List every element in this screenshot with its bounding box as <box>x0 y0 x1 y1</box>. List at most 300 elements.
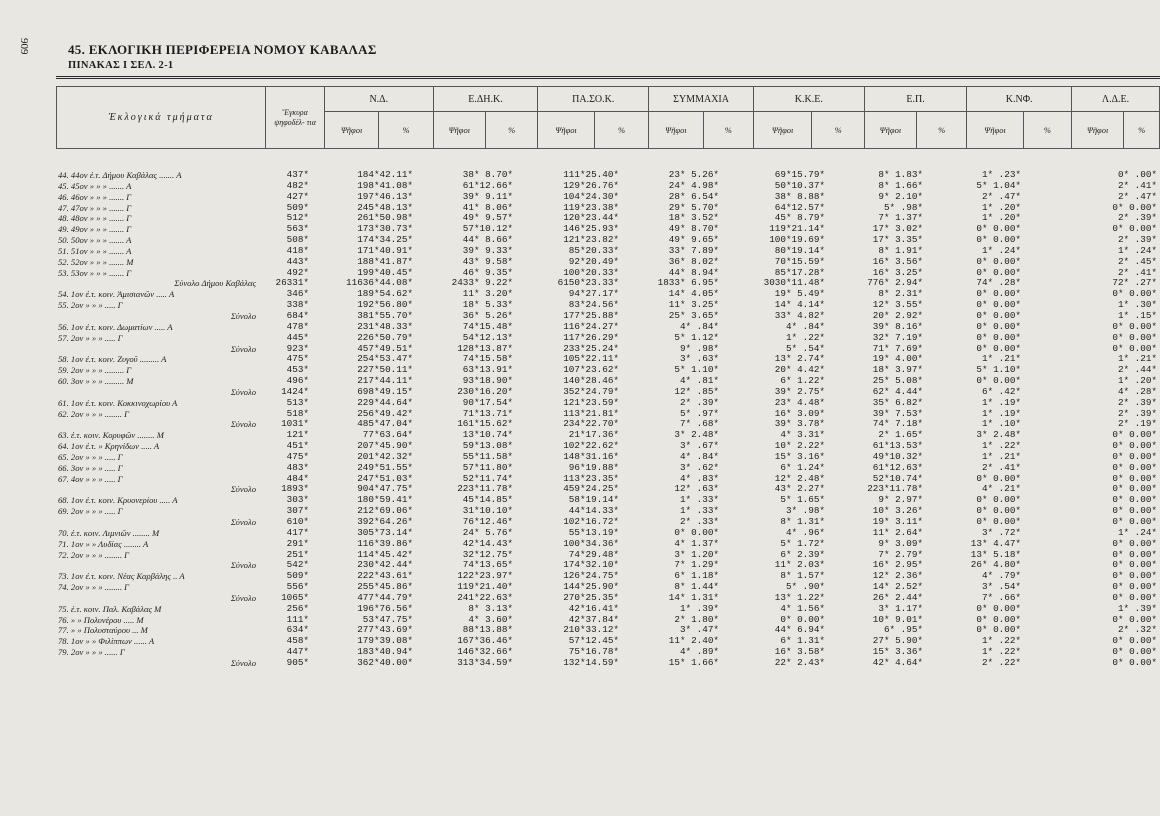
kke-votes-cell: 50*10.37* <box>774 180 825 191</box>
valid-votes-cell: 518* <box>286 408 309 419</box>
nd-votes-cell: 222*43.61* <box>357 571 413 582</box>
valid-votes-cell: 478* <box>286 321 309 332</box>
lde-votes-cell: 2* .19* <box>1117 419 1157 430</box>
pasok-votes-cell: 42*37.84* <box>568 614 619 625</box>
lde-votes-cell: 0* 0.00* <box>1112 506 1157 517</box>
pasok-votes-cell: 74*29.48* <box>568 549 619 560</box>
ep-votes-cell: 9* 2.10* <box>878 191 923 202</box>
nd-votes-cell: 179*39.08* <box>357 636 413 647</box>
pasok-votes-cell: 111*25.40* <box>563 170 619 180</box>
nd-votes-cell: 171*40.91* <box>357 245 413 256</box>
knf-votes-cell: 5* 1.10* <box>976 365 1021 376</box>
edik-votes-cell: 42*14.43* <box>462 538 513 549</box>
pasok-votes-cell: 148*31.16* <box>563 451 619 462</box>
pasok-votes-cell: 104*24.30* <box>563 191 619 202</box>
knf-votes-cell: 0* 0.00* <box>976 310 1021 321</box>
ep-votes-cell: 7* 1.37* <box>878 213 923 224</box>
symmachia-votes-cell: 23* 5.26* <box>668 170 719 180</box>
pasok-votes-cell: 117*26.29* <box>563 332 619 343</box>
pasok-votes-cell: 210*33.12* <box>563 625 619 636</box>
valid-votes-cell: 482* <box>286 180 309 191</box>
total-row <box>56 560 1160 571</box>
lde-votes-cell: 0* 0.00* <box>1112 430 1157 441</box>
edik-votes-cell: 13*10.74* <box>462 430 513 441</box>
nd-votes-cell: 698*49.15* <box>357 386 413 397</box>
section-name-cell: 78. 1ον » » Φιλίππων ...... Α <box>58 636 155 647</box>
edik-votes-cell: 61*12.66* <box>462 180 513 191</box>
nd-votes-cell: 230*42.44* <box>357 560 413 571</box>
pasok-votes-cell: 107*23.62* <box>563 365 619 376</box>
edik-votes-cell: 313*34.59* <box>457 657 513 668</box>
section-name-cell: 54. 1ον ἐ.τ. κοιν. Ἀμισιανῶν ..... Α <box>58 289 175 300</box>
ep-votes-cell: 18* 3.97* <box>872 365 923 376</box>
ep-votes-cell: 9* 3.09* <box>878 538 923 549</box>
valid-votes-cell: 563* <box>286 224 309 235</box>
section-name-cell: Σύνολο <box>230 592 256 603</box>
total-row <box>56 419 1160 430</box>
pasok-votes-cell: 113*23.35* <box>563 473 619 484</box>
knf-votes-cell: 1* .22* <box>981 636 1021 647</box>
kke-votes-cell: 1* .22* <box>785 332 825 343</box>
header-rule-second <box>56 78 1160 79</box>
lde-votes-cell: 0* 0.00* <box>1112 549 1157 560</box>
table-row <box>56 625 1160 636</box>
knf-votes-cell: 13* 5.18* <box>970 549 1021 560</box>
votes-subheader: Ψῆφοι <box>538 112 595 149</box>
lde-votes-cell: 0* 0.00* <box>1112 441 1157 452</box>
pasok-votes-cell: 57*12.45* <box>568 636 619 647</box>
table-row <box>56 474 1160 485</box>
edik-votes-cell: 8* 3.13* <box>468 603 513 614</box>
pasok-votes-cell: 58*19.14* <box>568 495 619 506</box>
table-row <box>56 354 1160 365</box>
edik-votes-cell: 46* 9.35* <box>462 267 513 278</box>
section-name-cell: Σύνολο <box>230 484 256 495</box>
symmachia-votes-cell: 12* .63* <box>674 484 719 495</box>
edik-votes-cell: 2433* 9.22* <box>451 278 513 289</box>
ep-votes-cell: 17* 3.35* <box>872 235 923 246</box>
table-row <box>56 463 1160 474</box>
valid-votes-cell: 307* <box>286 506 309 517</box>
section-name-cell: 51. 51ον » » » ....... Α <box>58 245 132 256</box>
table-row <box>56 495 1160 506</box>
knf-votes-cell: 2* .41* <box>981 462 1021 473</box>
column-header-table <box>56 86 1160 149</box>
valid-votes-cell: 427* <box>286 191 309 202</box>
knf-votes-cell: 4* .21* <box>981 484 1021 495</box>
votes-subheader: Ψῆφοι <box>649 112 703 149</box>
section-name-cell: 69. 2ον » » » ..... Γ <box>58 506 123 517</box>
symmachia-votes-cell: 2* 1.80* <box>674 614 719 625</box>
section-name-cell: 47. 47ον » » » ....... Γ <box>58 202 132 213</box>
valid-votes-cell: 492* <box>286 267 309 278</box>
edik-votes-cell: 76*12.46* <box>462 517 513 527</box>
nd-votes-cell: 254*53.47* <box>357 354 413 365</box>
section-name-cell: 70. ἐ.τ. κοιν. Λιμνιῶν ........ Μ <box>58 527 160 538</box>
knf-votes-cell: 13* 4.47* <box>970 538 1021 549</box>
votes-subheader: Ψῆφοι <box>433 112 485 149</box>
pasok-votes-cell: 121*23.82* <box>563 235 619 246</box>
valid-votes-cell: 346* <box>286 289 309 300</box>
section-name-cell: 57. 2ον » » » ..... Γ <box>58 332 123 343</box>
kke-votes-cell: 8* 1.57* <box>780 571 825 582</box>
pasok-votes-cell: 146*25.93* <box>563 224 619 235</box>
kke-votes-cell: 20* 4.42* <box>774 365 825 376</box>
edik-votes-cell: 128*13.87* <box>457 343 513 354</box>
section-name-cell: 66. 3ον » » » ..... Γ <box>58 462 123 473</box>
symmachia-votes-cell: 14* 4.05* <box>668 289 719 300</box>
pasok-votes-cell: 352*24.79* <box>563 386 619 397</box>
section-name-cell: 74. 2ον » » » ........ Γ <box>58 582 130 593</box>
symmachia-votes-cell: 25* 3.65* <box>668 310 719 321</box>
valid-votes-cell: 303* <box>286 495 309 506</box>
knf-votes-cell: 0* 0.00* <box>976 517 1021 527</box>
table-row <box>56 170 1160 181</box>
nd-votes-cell: 247*51.03* <box>357 473 413 484</box>
valid-votes-cell: 484* <box>286 473 309 484</box>
ep-votes-cell: 8* 1.91* <box>878 245 923 256</box>
table-row <box>56 409 1160 420</box>
knf-votes-cell: 0* 0.00* <box>976 473 1021 484</box>
ep-votes-cell: 10* 3.26* <box>872 506 923 517</box>
ep-votes-cell: 12* 2.36* <box>872 571 923 582</box>
valid-votes-cell: 475* <box>286 451 309 462</box>
edik-votes-cell: 230*16.20* <box>457 386 513 397</box>
knf-votes-cell: 7* .66* <box>981 592 1021 603</box>
total-row <box>56 278 1160 289</box>
ep-votes-cell: 32* 7.19* <box>872 332 923 343</box>
kke-votes-cell: 13* 1.22* <box>774 592 825 603</box>
lde-votes-cell: 2* .39* <box>1117 213 1157 224</box>
ep-votes-cell: 6* .95* <box>883 625 923 636</box>
nd-votes-cell: 226*50.79* <box>357 332 413 343</box>
knf-votes-cell: 0* 0.00* <box>976 321 1021 332</box>
lde-votes-cell: 0* 0.00* <box>1112 224 1157 235</box>
section-name-cell: 56. 1ον ἐ.τ. κοιν. Δωματίων ..... Α <box>58 321 173 332</box>
section-column-header: Ἐκλογικά τμήματα <box>57 87 266 149</box>
edik-votes-cell: 71*13.71* <box>462 408 513 419</box>
ep-votes-cell: 19* 3.11* <box>872 517 923 527</box>
kke-votes-cell: 0* 0.00* <box>780 614 825 625</box>
total-row <box>56 593 1160 604</box>
edik-votes-cell: 119*21.40* <box>457 582 513 593</box>
edik-votes-cell: 39* 9.11* <box>462 191 513 202</box>
pasok-votes-cell: 21*17.36* <box>568 430 619 441</box>
edik-votes-cell: 32*12.75* <box>462 549 513 560</box>
knf-votes-cell: 1* .20* <box>981 213 1021 224</box>
valid-votes-cell: 1893* <box>281 484 309 495</box>
section-name-cell: 77. » » Πολυσταύρου ... Μ <box>58 625 148 636</box>
ep-votes-cell: 776* 2.94* <box>867 278 923 289</box>
table-row <box>56 571 1160 582</box>
symmachia-votes-cell: 49* 8.70* <box>668 224 719 235</box>
pasok-votes-cell: 140*28.46* <box>563 376 619 387</box>
table-row <box>56 604 1160 615</box>
section-name-cell: 79. 2ον » » » ...... Γ <box>58 647 125 658</box>
section-name-cell: Σύνολο <box>230 310 256 321</box>
section-name-cell: 45. 45ον » » » ....... Α <box>58 180 132 191</box>
pasok-votes-cell: 6150*23.33* <box>557 278 619 289</box>
table-row <box>56 257 1160 268</box>
valid-votes-cell: 684* <box>286 310 309 321</box>
edik-votes-cell: 55*11.58* <box>462 451 513 462</box>
party-header-ep: Ε.Π. <box>864 87 967 112</box>
knf-votes-cell: 0* 0.00* <box>976 506 1021 517</box>
knf-votes-cell: 1* .10* <box>981 419 1021 430</box>
pasok-votes-cell: 119*23.38* <box>563 202 619 213</box>
edik-votes-cell: 52*11.74* <box>462 473 513 484</box>
lde-votes-cell: 0* 0.00* <box>1112 517 1157 527</box>
symmachia-votes-cell: 3* .67* <box>679 441 719 452</box>
kke-votes-cell: 4* .84* <box>785 321 825 332</box>
section-name-cell: 76. » » Πολυνέρου ..... Μ <box>58 614 144 625</box>
nd-votes-cell: 477*44.79* <box>357 592 413 603</box>
section-name-cell: 63. ἐ.τ. κοιν. Κορυφῶν ........ Μ <box>58 430 164 441</box>
pasok-votes-cell: 234*22.70* <box>563 419 619 430</box>
votes-subheader: Ψῆφοι <box>1071 112 1123 149</box>
kke-votes-cell: 64*12.57* <box>774 202 825 213</box>
valid-votes-cell: 512* <box>286 213 309 224</box>
symmachia-votes-cell: 3* .62* <box>679 462 719 473</box>
kke-votes-cell: 6* 2.39* <box>780 549 825 560</box>
lde-votes-cell: 2* .41* <box>1117 180 1157 191</box>
nd-votes-cell: 198*41.08* <box>357 180 413 191</box>
page-subtitle: ΠΙΝΑΚΑΣ Ι ΣΕΛ. 2-1 <box>68 60 174 71</box>
ep-votes-cell: 9* 2.97* <box>878 495 923 506</box>
lde-votes-cell: 0* 0.00* <box>1112 495 1157 506</box>
valid-votes-cell: 443* <box>286 256 309 267</box>
valid-votes-cell: 1065* <box>281 592 309 603</box>
knf-votes-cell: 1* .19* <box>981 397 1021 408</box>
valid-votes-cell: 556* <box>286 582 309 593</box>
section-name-cell: 61. 1ον ἐ.τ. κοιν. Κοκκινοχωρίου Α <box>58 397 178 408</box>
kke-votes-cell: 12* 2.48* <box>774 473 825 484</box>
edik-votes-cell: 241*22.63* <box>457 592 513 603</box>
symmachia-votes-cell: 28* 6.54* <box>668 191 719 202</box>
pasok-votes-cell: 129*26.76* <box>563 180 619 191</box>
pasok-votes-cell: 121*23.59* <box>563 397 619 408</box>
ep-votes-cell: 12* 3.55* <box>872 300 923 311</box>
edik-votes-cell: 146*32.66* <box>457 647 513 658</box>
party-header-lde: Λ.Δ.Ε. <box>1071 87 1159 112</box>
kke-votes-cell: 3* .98* <box>785 506 825 517</box>
lde-votes-cell: 0* 0.00* <box>1112 636 1157 647</box>
lde-votes-cell: 1* .15* <box>1117 310 1157 321</box>
kke-votes-cell: 39* 3.78* <box>774 419 825 430</box>
kke-votes-cell: 33* 4.82* <box>774 310 825 321</box>
symmachia-votes-cell: 15* 1.66* <box>668 657 719 668</box>
ep-votes-cell: 16* 2.95* <box>872 560 923 571</box>
pasok-votes-cell: 459*24.25* <box>563 484 619 495</box>
knf-votes-cell: 1* .19* <box>981 408 1021 419</box>
valid-votes-cell: 1031* <box>281 419 309 430</box>
pct-subheader: % <box>594 112 648 149</box>
votes-subheader: Ψῆφοι <box>967 112 1024 149</box>
valid-votes-cell: 905* <box>286 657 309 668</box>
valid-votes-cell: 338* <box>286 300 309 311</box>
symmachia-votes-cell: 5* 1.10* <box>674 365 719 376</box>
symmachia-votes-cell: 4* .81* <box>679 376 719 387</box>
lde-votes-cell: 0* 0.00* <box>1112 560 1157 571</box>
symmachia-votes-cell: 6* 1.18* <box>674 571 719 582</box>
pct-subheader: % <box>486 112 538 149</box>
edik-votes-cell: 90*17.54* <box>462 397 513 408</box>
section-name-cell: 65. 2ον » » » ..... Γ <box>58 451 123 462</box>
kke-votes-cell: 69*15.79* <box>774 170 825 180</box>
valid-votes-cell: 634* <box>286 625 309 636</box>
section-name-cell: 71. 1ον » » Λυδίας ........ Α <box>58 538 149 549</box>
table-row <box>56 213 1160 224</box>
edik-votes-cell: 74*13.65* <box>462 560 513 571</box>
valid-votes-cell: 1424* <box>281 386 309 397</box>
pasok-votes-cell: 144*25.90* <box>563 582 619 593</box>
kke-votes-cell: 22* 2.43* <box>774 657 825 668</box>
knf-votes-cell: 1* .23* <box>981 170 1021 180</box>
ep-votes-cell: 62* 4.44* <box>872 386 923 397</box>
nd-votes-cell: 305*73.14* <box>357 527 413 538</box>
edik-votes-cell: 4* 3.60* <box>468 614 513 625</box>
pct-subheader: % <box>703 112 753 149</box>
table-row <box>56 224 1160 235</box>
symmachia-votes-cell: 5* .97* <box>679 408 719 419</box>
table-row <box>56 550 1160 561</box>
knf-votes-cell: 0* 0.00* <box>976 495 1021 506</box>
total-row <box>56 517 1160 528</box>
table-row <box>56 376 1160 387</box>
pasok-votes-cell: 42*16.41* <box>568 603 619 614</box>
valid-votes-cell: 508* <box>286 235 309 246</box>
symmachia-votes-cell: 0* 0.00* <box>674 527 719 538</box>
symmachia-votes-cell: 2* .33* <box>679 517 719 527</box>
nd-votes-cell: 392*64.26* <box>357 517 413 527</box>
total-row <box>56 344 1160 355</box>
valid-votes-column-header: Ἔγκυρα ψηφοδέλ- τια <box>266 87 325 149</box>
table-row <box>56 615 1160 626</box>
lde-votes-cell: 0* 0.00* <box>1112 473 1157 484</box>
kke-votes-cell: 5* .54* <box>785 343 825 354</box>
ep-votes-cell: 26* 2.44* <box>872 592 923 603</box>
ep-votes-cell: 19* 4.00* <box>872 354 923 365</box>
symmachia-votes-cell: 49* 9.65* <box>668 235 719 246</box>
knf-votes-cell: 0* 0.00* <box>976 267 1021 278</box>
pasok-votes-cell: 55*13.19* <box>568 527 619 538</box>
nd-votes-cell: 173*30.73* <box>357 224 413 235</box>
lde-votes-cell: 0* .00* <box>1117 170 1157 180</box>
symmachia-votes-cell: 11* 3.25* <box>668 300 719 311</box>
lde-votes-cell: 0* 0.00* <box>1112 332 1157 343</box>
pasok-votes-cell: 85*20.33* <box>568 245 619 256</box>
ep-votes-cell: 7* 2.79* <box>878 549 923 560</box>
knf-votes-cell: 0* 0.00* <box>976 235 1021 246</box>
lde-votes-cell: 2* .45* <box>1117 256 1157 267</box>
section-name-cell: 52. 52ον » » » ....... Μ <box>58 256 134 267</box>
section-name-cell: 50. 50ον » » » ....... Α <box>58 235 132 246</box>
edik-votes-cell: 93*18.90* <box>462 376 513 387</box>
nd-votes-cell: 256*49.42* <box>357 408 413 419</box>
pasok-votes-cell: 177*25.88* <box>563 310 619 321</box>
pasok-votes-cell: 100*20.33* <box>563 267 619 278</box>
table-row <box>56 365 1160 376</box>
section-name-cell: 64. 1ον ἐ.τ. » Κρηνίδων ..... Α <box>58 441 160 452</box>
edik-votes-cell: 88*13.88* <box>462 625 513 636</box>
total-row <box>56 658 1160 669</box>
table-row <box>56 539 1160 550</box>
table-row <box>56 452 1160 463</box>
valid-votes-cell: 121* <box>286 430 309 441</box>
section-name-cell: 58. 1ον ἐ.τ. κοιν. Ζυγοῦ ......... Α <box>58 354 167 365</box>
lde-votes-cell: 72* .27* <box>1112 278 1157 289</box>
kke-votes-cell: 43* 2.27* <box>774 484 825 495</box>
nd-votes-cell: 188*41.87* <box>357 256 413 267</box>
symmachia-votes-cell: 1* .39* <box>679 603 719 614</box>
edik-votes-cell: 63*13.91* <box>462 365 513 376</box>
ep-votes-cell: 35* 6.82* <box>872 397 923 408</box>
edik-votes-cell: 223*11.78* <box>457 484 513 495</box>
symmachia-votes-cell: 44* 8.94* <box>668 267 719 278</box>
lde-votes-cell: 2* .39* <box>1117 235 1157 246</box>
symmachia-votes-cell: 36* 8.02* <box>668 256 719 267</box>
votes-subheader: Ψῆφοι <box>324 112 378 149</box>
ep-votes-cell: 16* 3.25* <box>872 267 923 278</box>
valid-votes-cell: 923* <box>286 343 309 354</box>
kke-votes-cell: 23* 4.48* <box>774 397 825 408</box>
knf-votes-cell: 26* 4.80* <box>970 560 1021 571</box>
section-name-cell: Σύνολο <box>230 657 256 668</box>
party-header-nd: Ν.Δ. <box>324 87 433 112</box>
section-name-cell: Σύνολο Δήμου Καβάλας <box>174 278 256 289</box>
kke-votes-cell: 44* 6.94* <box>774 625 825 636</box>
lde-votes-cell: 0* 0.00* <box>1112 657 1157 668</box>
symmachia-votes-cell: 11* 2.40* <box>668 636 719 647</box>
symmachia-votes-cell: 14* 1.31* <box>668 592 719 603</box>
pct-subheader: % <box>379 112 433 149</box>
ep-votes-cell: 2* 1.65* <box>878 430 923 441</box>
edik-votes-cell: 161*15.62* <box>457 419 513 430</box>
kke-votes-cell: 100*19.69* <box>769 235 825 246</box>
lde-votes-cell: 1* .24* <box>1117 245 1157 256</box>
nd-votes-cell: 485*47.04* <box>357 419 413 430</box>
section-name-cell: 44. 44ον ἐ.τ. Δήμου Καβάλας ....... Α <box>58 170 182 180</box>
nd-votes-cell: 174*34.25* <box>357 235 413 246</box>
nd-votes-cell: 904*47.75* <box>357 484 413 495</box>
ep-votes-cell: 71* 7.69* <box>872 343 923 354</box>
symmachia-votes-cell: 7* 1.29* <box>674 560 719 571</box>
nd-votes-cell: 457*49.51* <box>357 343 413 354</box>
kke-votes-cell: 6* 1.22* <box>780 376 825 387</box>
edik-votes-cell: 49* 9.57* <box>462 213 513 224</box>
symmachia-votes-cell: 5* 1.12* <box>674 332 719 343</box>
section-name-cell: 72. 2ον » » » ........ Γ <box>58 549 130 560</box>
section-name-cell: Σύνολο <box>230 560 256 571</box>
results-table-body <box>56 170 1160 669</box>
pasok-votes-cell: 102*22.62* <box>563 441 619 452</box>
valid-votes-cell: 483* <box>286 462 309 473</box>
knf-votes-cell: 1* .22* <box>981 441 1021 452</box>
knf-votes-cell: 4* .79* <box>981 571 1021 582</box>
lde-votes-cell: 0* 0.00* <box>1112 614 1157 625</box>
table-row <box>56 647 1160 658</box>
pasok-votes-cell: 92*20.49* <box>568 256 619 267</box>
edik-votes-cell: 39* 9.33* <box>462 245 513 256</box>
valid-votes-cell: 453* <box>286 365 309 376</box>
nd-votes-cell: 197*46.13* <box>357 191 413 202</box>
votes-subheader: Ψῆφοι <box>753 112 812 149</box>
lde-votes-cell: 0* 0.00* <box>1112 462 1157 473</box>
knf-votes-cell: 0* 0.00* <box>976 603 1021 614</box>
kke-votes-cell: 5* 1.72* <box>780 538 825 549</box>
knf-votes-cell: 0* 0.00* <box>976 300 1021 311</box>
lde-votes-cell: 0* 0.00* <box>1112 202 1157 213</box>
